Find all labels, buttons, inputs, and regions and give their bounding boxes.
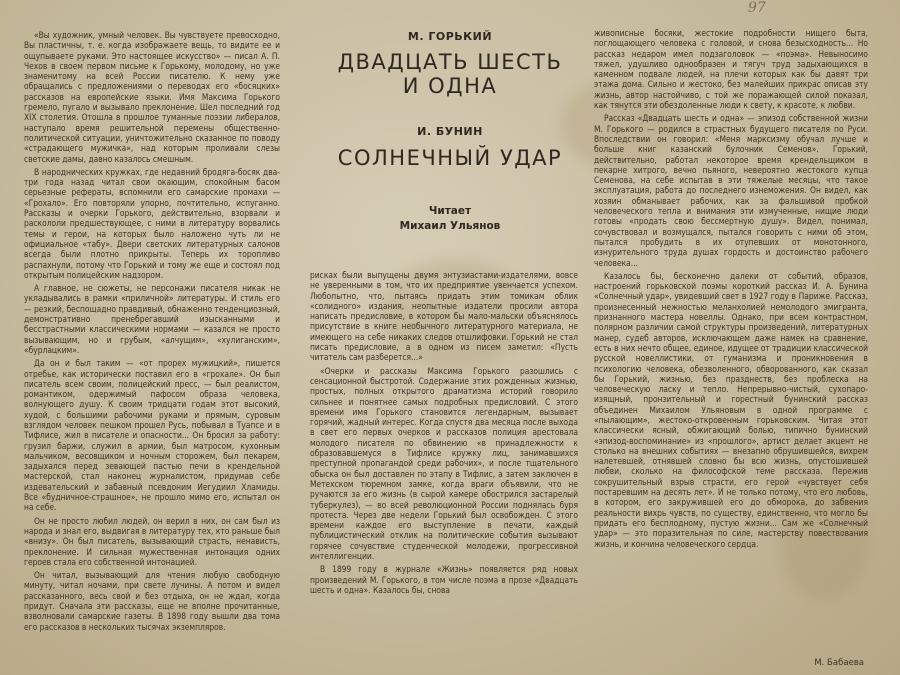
paragraph: А главное, не сюжеты, не персонажи писателя никак не укладывались в рамки «приличной» литературы. И стиль его — резкий, беспощадно правдивый, обнаженно тенденциозный, демонстративно пренебрегавший изысканными и бесстрастными классическими нормами — казался не просто вызывающим, но и грубым, «алчущим», «хулиганским», «бурлацким». [24,283,280,355]
text-column-middle [310,270,578,670]
author-bunin: И. БУНИН [417,125,483,138]
text-column-right [594,28,868,668]
paragraph: В 1899 году в журнале «Жизнь» появляется ряд новых произведений М. Горького, в том числе поэма в прозе «Двадцать шесть и одна». Казалось бы, снова [310,564,578,595]
paragraph: Да он и был таким — «от прорех мужицкий», пишется отребье, как исторически поставил его в «грохале». Он был писатель всем своим, полицейский пресс, — был реалистом, романтиком, одержимый пафосом образа человека, волнующего душу. К своим тридцати годам этот высокий, худой, с большими рабочими руками и прямым, суровым взглядом человек пешком прошел Русь, побывал в Туапсе и в Тифлисе, жил в писателе и опасности... Он бросил за работу: грузил баржи, служил в армии, был матросом, кухонным мальчиком, весовщиком и ночным сторожем, был пекарем, задыхался перед зевающей пастью печи в крендельной мастерской, стал наконец журналистом, придумав себе издевательский и забавный псевдоним Иегудиил Хламиды. Все «будничное-страшное», не прошло мимо его, испытал он на себе. [24,358,280,513]
paragraph: Он читал, вызывающий для чтения любую свободную минуту, читал ночами, при свете лучины. А потом и видел рассказанного, весь свой и без отдыха, он не ждал, когда придут. Сначала эти рассказы, еще не вполне прочитанные, взволновали самарские газеты. В 1898 году вышли два тома его рассказов в нескольких тысячах экземпляров. [24,570,280,632]
text-column-left [24,30,280,670]
title-line-1: ДВАДЦАТЬ ШЕСТЬ [337,50,563,74]
title-sunstroke: СОЛНЕЧНЫЙ УДАР [337,146,563,170]
reader-name: Михаил Ульянов [399,220,501,232]
paragraph: В народнических кружках, где недавний бродяга-босяк два-три года назад читал свои окающим, спокойным басом серьезные рефераты, вспомнили его самарские промахи — «Грохало». Его повторяли упорно, почтительно, испуганно. Рассказы и очерки Горького, действительно, взорвали и раскололи предшествующее, с ними в литературу ворвались темы и герои, на которых было наложено чуть ли не официальное «табу». Двери светских литературных салонов всегда были плотно прикрыты. Теперь их торопливо распахнули, потому что Горький и тому же еще и состоял под открытым полицейским надзором. [24,166,280,280]
paragraph: Он не просто любил людей, он верил в них, он сам был из народа и знал его, выдвигая в литературу тех, кто раньше был «внизу». Он был писатель, вызывающий страсть, ненависть, преклонение. И сильная мужественная интонация одних героев стала его собственной интонацией. [24,515,280,567]
author-gorky: М. ГОРЬКИЙ [407,30,493,43]
paragraph: рисках были выпущены двумя энтузиастами-издателями, вовсе не уверенными в том, что их предприятие увенчается успехом. Любопытно, что, пытаясь придать этим томикам облик «солидного» издания, неопытные издатели просили автора написать предисловие, в котором бы мало-мальски объяснялось присутствие в книге необычного литературного материала, не имеющего на себе никаких следов отшлифовки. Горький не стал писать предисловие, а в одном из писем заметил: «Пусть читатель сам разберется...» [310,270,578,363]
article-signature: М. Бабаева [814,658,864,668]
paragraph: живописные босяки, жестокие подробности нищего быта, поглощающего человека с головой, и снова безысходность... Но рассказ недаром имел подзаголовок — «поэма». Невыносимо тяжел, удушливо однообразен и тягуч труд задыхающихся в каменном подвале людей, на плечи которых как бы давят три этажа дома. Сильно и жестоко, без малейших прикрас описав эту жизнь, автор настойчиво, с той же поражающей силой показал, как тянутся эти обездоленные люди к свету, к красоте, к любви. [594,28,868,111]
title-line-2: И ОДНА [402,74,498,98]
paragraph: Рассказ «Двадцать шесть и одна» — эпизод собственной жизни М. Горького — родился в страстных будущего писателя по Руси. Впоследствии он говорил: «Меня марксизму обучал лучше и больше книг казанский булочник Семенов». Горький, действительно, работал некоторое время крендельщиком в пекарне хитрого, вечно пьяного, невероятно жестокого купца Семенова, на себе испытав в эти тяжелые месяцы, что такое эксплуатация, работа до последнего изнеможения. Он видел, как хозяин обманывает рабочих, как за фальшивой пробкой человеческого тепла и внимания эти измученные, нищие люди готовы «продать свою бессмертную душу». Видел, понимал, сочувствовал и возмущался, пытался говорить с ними об этом, пытался пробудить в их отупевших от монотонного, изнурительного труда душах гордость и достоинство рабочего человека... [594,113,868,268]
paragraph: Казалось бы, бесконечно далеки от событий, образов, настроений горьковской поэмы короткий рассказ И. А. Бунина «Солнечный удар», увидевший свет в 1927 году в Париже. Рассказ, произнесенный нежностью меланхолией немолодого эмигранта, признанного мастера новеллы. Однако, при всем контрастном, полярном различии самой структуры произведений, литературных манер, судеб авторов, исключающем даже намек на сравнение, есть в них нечто общее, единое, идущее от традиции классической русской новеллистики, от гуманизма и проникновения в психологию человека, обезволенного, обворованного, как сказал бы Горький, жизнью, без празднеств, без проблеска на человеческую ласку и тепло. Непрерывно-чистый, сухопаро-изящный, пронзительный и горестный бунинский рассказ объединен Михаилом Ульяновым в одной программе с «пылающим», жестоко-откровенным горьковским. Читая этот классически ясный, обжигающий болью, типично бунинский «эпизод-воспоминание» из «прошлого», артист делает акцент не столько на внешних событиях — внезапно обрушившейся, вихрем налетевшей, отнявшей словно бы всю жизнь, опустошившей любви, сколько на философской теме рассказа. Пережив сокрушительный взрыв страсти, его герой «чувствует себя постаревшим на десять лет». И не только потому, что его любовь, в котором, его закружившей его до обморока, до забвения реальности вихрь чувств, по существу, единственно, что могло бы придать его бесплодному, пустую жизни... Сам же «Солнечный удар» — это поразительная по силе, мастерству повествования жизнь, и кончина человеческого сердца. [594,270,868,549]
handwritten-mark: 97 [748,0,766,16]
title-twenty-six-and-one [305,50,595,98]
paragraph: «Очерки и рассказы Максима Горького разошлись с сенсационной быстротой. Содержание этих рожденных жизнью, простых, полных открытого драматизма историй говорило сильнее и понятнее самых подробных предисловий. С этого времени имя Горького становится легендарным, вызывает горячий, жадный интерес. Когда спустя два месяца после выхода в свет его первых очерков и рассказов полиция арестовала молодого писателя по обвинению «в принадлежности к образовавшемуся в Тифлисе кружку лиц, занимавшихся преступной пропагандой среди рабочих», и после тщательного обыска он был доставлен по этапу в Тифлис, а затем заключен в Метехском тюремном замке, когда враги объявили, что не ручаются за его жизнь (в сырой камере обострился застарелый туберкулез), — во всей революционной России поднялась буря протеста. Через две недели Горький был освобожден. С этого времени каждое его выступление в печати, каждый публицистический отклик на политические события вызывают горячее сочувствие студенческой молодежи, прогрессивной интеллигенции. [310,365,578,562]
paragraph: «Вы художник, умный человек. Вы чувствуете превосходно, Вы пластичны, т. е. когда изображаете вещь, то видите ее и ощупываете руками. Это настоящее искусство» — писал А. П. Чехов в своем первом письме к Горькому, молодому, но уже знаменитому на всей России писателю. К нему уже обращались с предложениями о переводах его «босяцких» рассказов на европейские языки. Имя Максима Горького гремело, пугало и вызывало преклонение. Шел последний год XIX столетия. Отошла в прошлое туманные поэзии либералов, наступало время решительной перемены общественно-политической ситуации, уничтожительно сказанное по поводу «страдающего мужичка», над которым проливали слезы светские дамы, давно казалось смешным. [24,30,280,164]
reader-label: Читает [428,205,472,217]
